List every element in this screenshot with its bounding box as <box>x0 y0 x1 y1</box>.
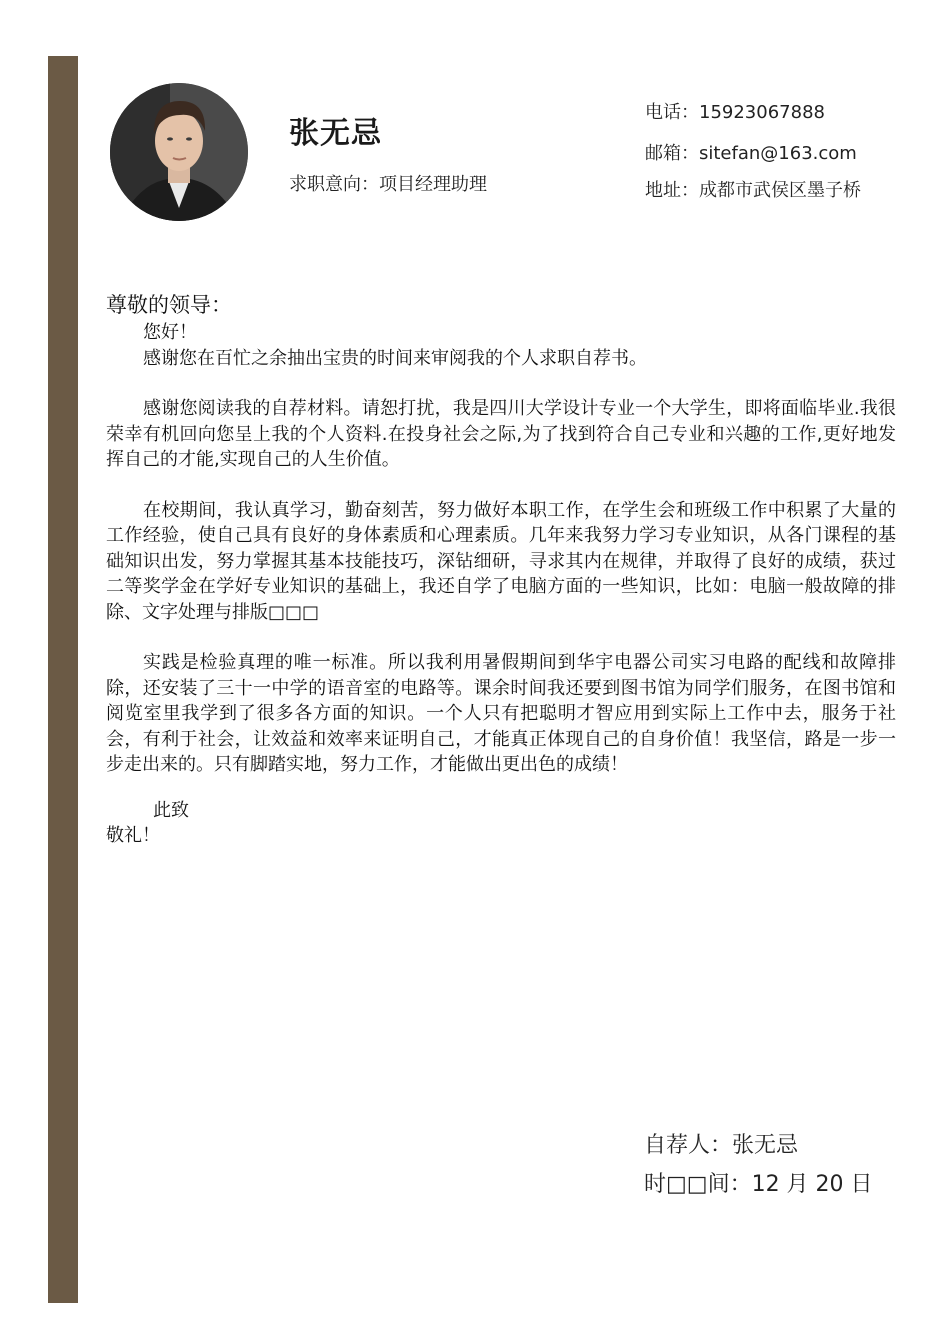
closing-line-1: 此致 <box>153 799 189 821</box>
signature-date: 时□□间：12 月 20 日 <box>644 1172 873 1197</box>
cover-letter <box>106 290 896 849</box>
letter-paragraph: 感谢您阅读我的自荐材料。请恕打扰，我是四川大学设计专业一个大学生，即将面临毕业.我很荣幸有机回向您呈上我的个人资料.在投身社会之际,为了找到符合自己专业和兴趣的工作,更好地发挥自己的才能,实现自己的人生价值。 <box>106 398 896 470</box>
contact-address: 地址：成都市武侯区墨子桥 <box>645 180 861 201</box>
signature-name: 自荐人：张无忌 <box>644 1133 799 1158</box>
salutation: 尊敬的领导： <box>106 293 232 317</box>
avatar-photo-icon <box>110 83 248 221</box>
letter-paragraph: 实践是检验真理的唯一标准。所以我利用暑假期间到华宇电器公司实习电路的配线和故障排除，还安装了三十一中学的语音室的电路等。课余时间我还要到图书馆为同学们服务，在图书馆和阅览室里我学到了很多各方面的知识。一个人只有把聪明才智应用到实际上工作中去，服务于社会，有利于社会，让效益和效率来证明自己，才能真正体现自己的自身价值！我坚信，路是一步一步走出来的。只有脚踏实地，努力工作，才能做出更出色的成绩！ <box>106 652 896 775</box>
avatar <box>110 83 248 221</box>
contact-phone: 电话：15923067888 <box>645 102 825 123</box>
side-decoration-bar <box>48 56 78 1303</box>
applicant-name: 张无忌 <box>289 116 382 151</box>
closing-line-2: 敬礼！ <box>106 825 160 846</box>
hello-line: 您好！ <box>143 322 197 343</box>
job-intent: 求职意向：项目经理助理 <box>289 174 487 195</box>
letter-paragraph: 在校期间，我认真学习，勤奋刻苦，努力做好本职工作，在学生会和班级工作中积累了大量的工作经验，使自己具有良好的身体素质和心理素质。几年来我努力学习专业知识，从各门课程的基础知识出发，努力掌握其基本技能技巧，深钻细研，寻求其内在规律，并取得了良好的成绩，获过二等奖学金在学好专业知识的基础上，我还自学了电脑方面的一些知识，比如：电脑一般故障的排除、文字处理与排版□□□ <box>106 499 896 623</box>
contact-email: 邮箱：sitefan@163.com <box>645 143 857 164</box>
thanks-line: 感谢您在百忙之余抽出宝贵的时间来审阅我的个人求职自荐书。 <box>143 347 647 369</box>
